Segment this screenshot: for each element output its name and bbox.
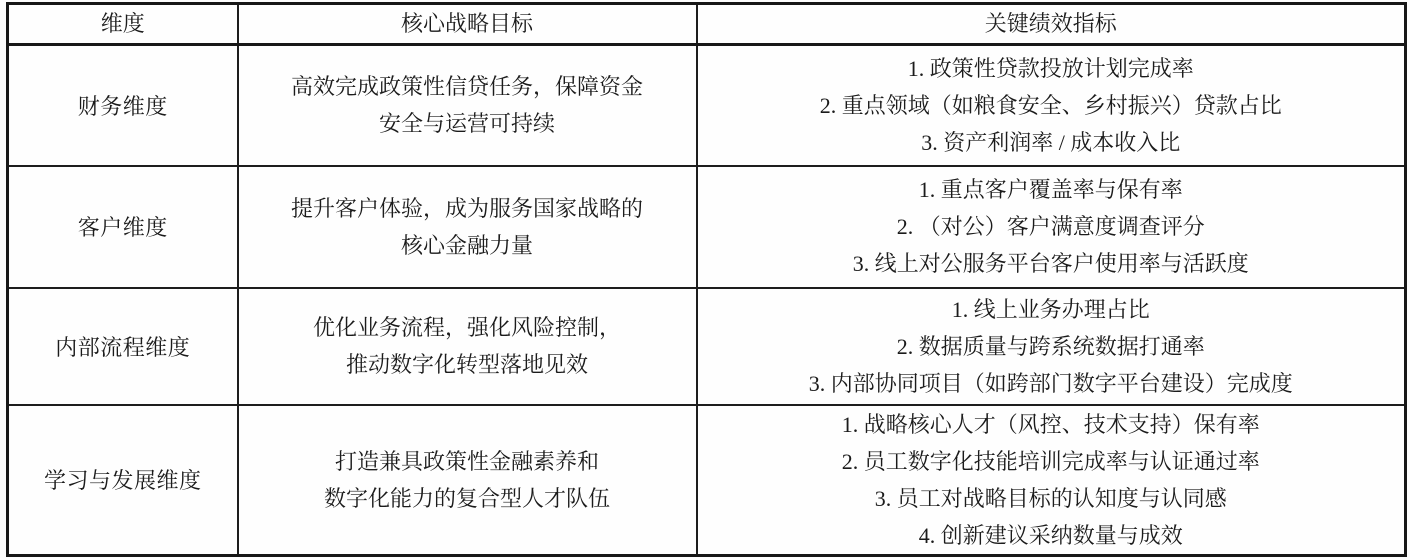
goal-line: 核心金融力量 bbox=[400, 232, 533, 258]
kpi-cell bbox=[697, 45, 1406, 166]
kpi-item: 4. 创新建议采纳数量与成效 bbox=[918, 522, 1183, 548]
kpi-cell bbox=[697, 166, 1406, 288]
goal-line: 安全与运营可持续 bbox=[378, 111, 555, 137]
kpi-cell bbox=[697, 288, 1406, 405]
column-header-goal: 核心战略目标 bbox=[238, 4, 697, 45]
kpi-item: 3. 资产利润率 / 成本收入比 bbox=[921, 129, 1181, 155]
goal-line: 打造兼具政策性金融素养和 bbox=[334, 448, 599, 474]
column-header-dimension: 维度 bbox=[8, 4, 238, 45]
kpi-item: 1. 政策性贷款投放计划完成率 bbox=[907, 55, 1194, 81]
goal-cell bbox=[238, 166, 697, 288]
table-row-learning-growth bbox=[8, 405, 1406, 556]
bsc-table bbox=[6, 2, 1407, 557]
dimension-cell: 内部流程维度 bbox=[8, 288, 238, 405]
kpi-item: 1. 线上业务办理占比 bbox=[951, 296, 1150, 322]
table-row-finance bbox=[8, 45, 1406, 166]
kpi-item: 3. 员工对战略目标的认知度与认同感 bbox=[874, 485, 1227, 511]
kpi-item: 2. 员工数字化技能培训完成率与认证通过率 bbox=[841, 448, 1260, 474]
goal-line: 优化业务流程，强化风险控制， bbox=[312, 315, 621, 340]
column-header-kpi: 关键绩效指标 bbox=[697, 4, 1406, 45]
goal-line: 高效完成政策性信贷任务，保障资金 bbox=[290, 74, 643, 100]
kpi-item: 2. 数据质量与跨系统数据打通率 bbox=[896, 333, 1205, 359]
table-row-internal-process bbox=[8, 288, 1406, 405]
goal-cell bbox=[238, 45, 697, 166]
goal-line: 推动数字化转型落地见效 bbox=[345, 352, 588, 377]
table-row-customer bbox=[8, 166, 1406, 288]
kpi-item: 2. 重点领域（如粮食安全、乡村振兴）贷款占比 bbox=[819, 92, 1282, 118]
goal-cell bbox=[238, 405, 697, 556]
header-row bbox=[8, 4, 1406, 45]
goal-line: 提升客户体验，成为服务国家战略的 bbox=[290, 195, 643, 221]
kpi-item: 3. 内部协同项目（如跨部门数字平台建设）完成度 bbox=[808, 370, 1293, 396]
kpi-item: 1. 重点客户覆盖率与保有率 bbox=[918, 177, 1183, 202]
kpi-item: 2. （对公）客户满意度调查评分 bbox=[896, 214, 1205, 239]
dimension-cell: 财务维度 bbox=[8, 45, 238, 166]
kpi-item: 1. 战略核心人才（风控、技术支持）保有率 bbox=[841, 411, 1260, 437]
goal-cell bbox=[238, 288, 697, 405]
kpi-item: 3. 线上对公服务平台客户使用率与活跃度 bbox=[852, 251, 1249, 276]
kpi-cell bbox=[697, 405, 1406, 556]
dimension-cell: 学习与发展维度 bbox=[8, 405, 238, 556]
goal-line: 数字化能力的复合型人才队伍 bbox=[323, 485, 610, 511]
dimension-cell: 客户维度 bbox=[8, 166, 238, 288]
